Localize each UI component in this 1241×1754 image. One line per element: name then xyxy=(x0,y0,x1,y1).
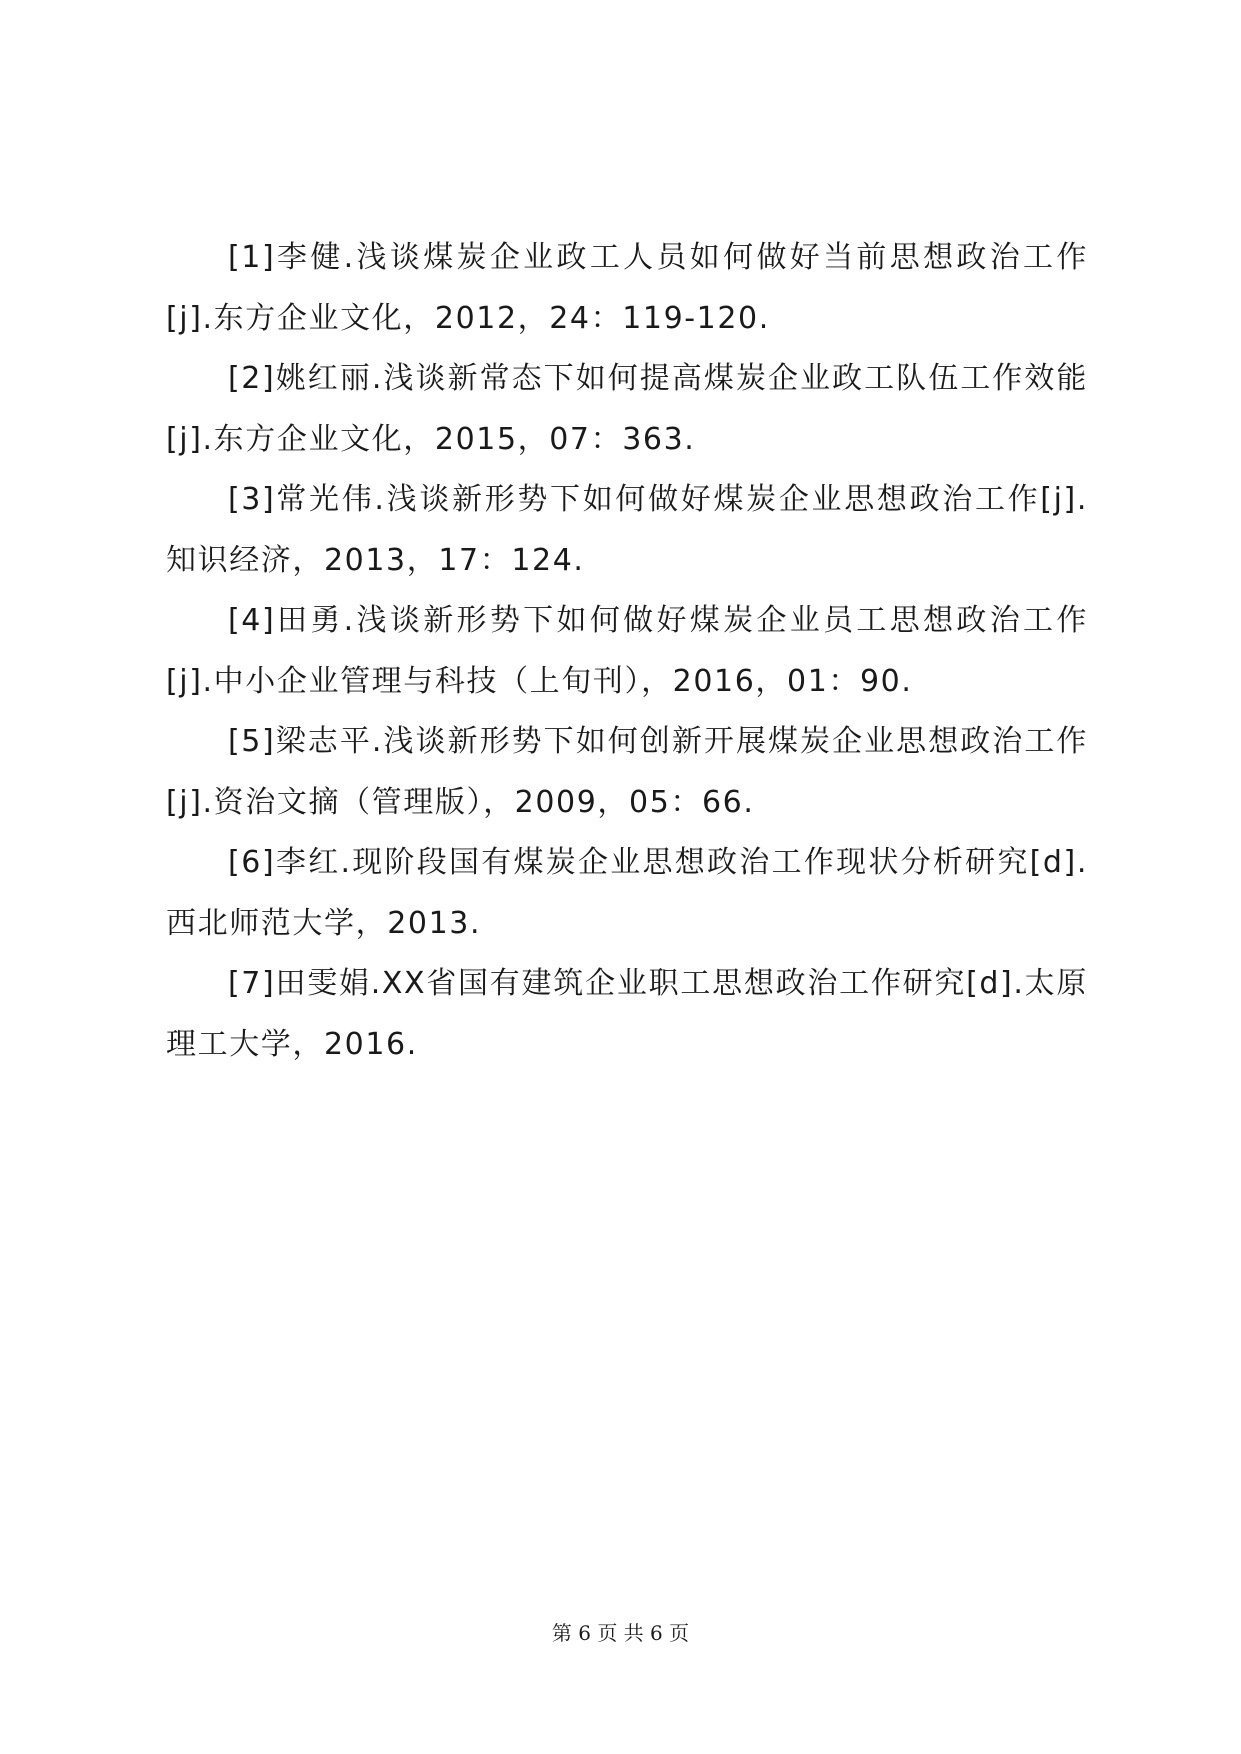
page-footer xyxy=(0,1619,1241,1647)
reference-item-1: [1]李健.浅谈煤炭企业政工人员如何做好当前思想政治工作[j].东方企业文化，2012，24：119-120. xyxy=(166,240,1088,336)
reference-item-6: [6]李红.现阶段国有煤炭企业思想政治工作现状分析研究[d].西北师范大学，2013. xyxy=(166,845,1088,941)
page-number-label: 第 6 页 共 6 页 xyxy=(551,1621,690,1645)
reference-item-5: [5]梁志平.浅谈新形势下如何创新开展煤炭企业思想政治工作[j].资治文摘（管理版），2009，05：66. xyxy=(166,724,1088,820)
reference-item-7: [7]田雯娟.XX省国有建筑企业职工思想政治工作研究[d].太原理工大学，2016. xyxy=(166,966,1088,1062)
reference-item-3: [3]常光伟.浅谈新形势下如何做好煤炭企业思想政治工作[j].知识经济，2013，17：124. xyxy=(166,482,1088,578)
reference-item-2: [2]姚红丽.浅谈新常态下如何提高煤炭企业政工队伍工作效能[j].东方企业文化，2015，07：363. xyxy=(166,361,1088,457)
reference-list xyxy=(166,228,1088,1075)
reference-item-4: [4]田勇.浅谈新形势下如何做好煤炭企业员工思想政治工作[j].中小企业管理与科技（上旬刊），2016，01：90. xyxy=(166,603,1088,699)
